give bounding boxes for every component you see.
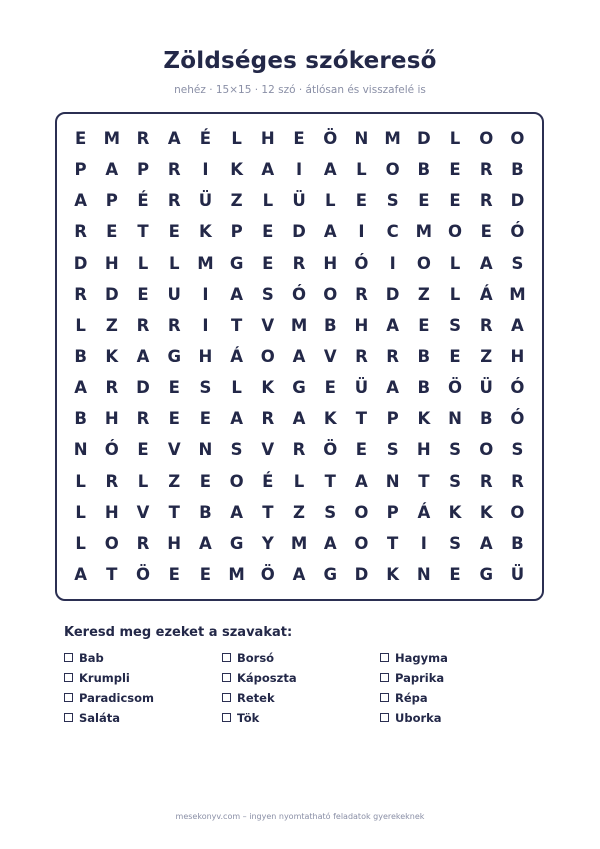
grid-letter[interactable]: K <box>417 409 431 429</box>
grid-letter[interactable]: I <box>389 253 396 273</box>
grid-letter[interactable]: K <box>261 378 275 398</box>
grid-letter[interactable]: I <box>202 284 209 304</box>
page-title: Zöldséges szókereső <box>163 48 437 74</box>
grid-letter[interactable]: L <box>231 378 242 398</box>
grid-letter[interactable]: O <box>479 440 494 460</box>
grid-letter[interactable]: B <box>511 160 524 180</box>
grid-letter[interactable]: O <box>448 222 463 242</box>
grid-letter[interactable]: P <box>136 160 150 180</box>
grid-letter[interactable]: Á <box>479 284 493 304</box>
word-checkbox[interactable] <box>222 713 231 722</box>
word-search-grid <box>55 112 544 601</box>
grid-letter[interactable]: L <box>449 284 461 304</box>
grid-letter[interactable]: H <box>416 440 431 460</box>
grid-letter[interactable]: H <box>354 315 369 335</box>
grid-letter[interactable]: E <box>449 565 461 585</box>
grid-letter[interactable]: R <box>167 160 181 180</box>
grid-letter[interactable]: O <box>385 160 400 180</box>
grid-letter[interactable]: K <box>386 565 400 585</box>
grid-letter[interactable]: R <box>479 191 493 211</box>
grid-letter[interactable]: E <box>199 409 212 429</box>
word-list-item <box>64 710 222 725</box>
grid-letter[interactable]: D <box>385 284 400 304</box>
grid-letter[interactable]: A <box>292 347 306 367</box>
grid-letter[interactable]: L <box>356 160 367 180</box>
grid-letter[interactable]: T <box>230 315 243 335</box>
grid-letter[interactable]: L <box>262 191 274 211</box>
grid-letter[interactable]: T <box>106 565 118 585</box>
grid-letter[interactable]: E <box>480 222 492 242</box>
grid-letter[interactable]: A <box>355 471 368 491</box>
grid-letter[interactable]: E <box>137 284 149 304</box>
word-label: Tök <box>237 710 260 725</box>
word-checkbox[interactable] <box>64 693 73 702</box>
grid-letter[interactable]: H <box>167 533 182 553</box>
grid-letter[interactable]: O <box>510 129 525 149</box>
grid-letter[interactable]: R <box>479 471 493 491</box>
grid-letter[interactable]: L <box>75 315 86 335</box>
grid-letter[interactable]: E <box>449 347 461 367</box>
grid-letter[interactable]: G <box>229 533 244 553</box>
grid-letter[interactable]: O <box>354 502 369 522</box>
grid-row <box>65 528 533 559</box>
grid-letter[interactable]: E <box>168 565 180 585</box>
grid-letter[interactable]: H <box>104 409 119 429</box>
word-checkbox[interactable] <box>222 693 231 702</box>
grid-letter[interactable]: G <box>323 565 337 585</box>
word-checkbox[interactable] <box>222 673 231 682</box>
grid-letter[interactable]: S <box>230 440 243 460</box>
grid-letter[interactable]: R <box>355 347 368 367</box>
grid-letter[interactable]: R <box>355 284 368 304</box>
grid-letter[interactable]: S <box>386 191 399 211</box>
grid-letter[interactable]: S <box>449 315 461 335</box>
grid-letter[interactable]: B <box>199 502 212 522</box>
grid-letter[interactable]: Ó <box>354 253 369 273</box>
grid-letter[interactable]: O <box>479 129 494 149</box>
grid-letter[interactable]: K <box>479 502 493 522</box>
grid-row <box>65 372 533 403</box>
grid-letter[interactable]: D <box>510 191 525 211</box>
grid-letter[interactable]: R <box>167 315 181 335</box>
grid-letter[interactable]: A <box>230 502 243 522</box>
grid-letter[interactable]: R <box>292 440 306 460</box>
grid-letter[interactable]: E <box>168 409 180 429</box>
grid-letter[interactable]: I <box>295 160 303 180</box>
grid-letter[interactable]: Z <box>480 347 493 367</box>
word-list-item <box>380 670 538 685</box>
grid-letter[interactable]: G <box>292 378 306 398</box>
grid-letter[interactable]: L <box>231 129 242 149</box>
grid-letter[interactable]: T <box>418 471 430 491</box>
grid-letter[interactable]: T <box>262 502 274 522</box>
grid-letter[interactable]: R <box>292 253 306 273</box>
grid-letter[interactable]: L <box>75 533 86 553</box>
grid-letter[interactable]: R <box>136 533 150 553</box>
word-label: Uborka <box>395 710 442 725</box>
grid-letter[interactable]: N <box>448 409 462 429</box>
grid-letter[interactable]: A <box>167 129 181 149</box>
grid-letter[interactable]: E <box>449 191 461 211</box>
grid-letter[interactable]: H <box>323 253 338 273</box>
grid-letter[interactable]: H <box>104 502 119 522</box>
grid-letter[interactable]: E <box>199 471 212 491</box>
grid-letter[interactable]: A <box>74 191 87 211</box>
grid-row <box>65 497 533 528</box>
grid-letter[interactable]: P <box>386 502 399 522</box>
grid-letter[interactable]: A <box>261 160 275 180</box>
word-label: Saláta <box>79 710 121 725</box>
word-checkbox[interactable] <box>380 653 389 662</box>
grid-row <box>65 154 533 185</box>
word-checkbox[interactable] <box>64 653 73 662</box>
grid-row <box>65 123 533 154</box>
grid-row <box>65 466 533 497</box>
grid-letter[interactable]: K <box>323 409 337 429</box>
grid-letter[interactable]: Ö <box>260 565 275 585</box>
grid-letter[interactable]: B <box>74 347 87 367</box>
grid-letter[interactable]: S <box>449 440 461 460</box>
grid-letter[interactable]: V <box>167 440 181 460</box>
grid-letter[interactable]: B <box>323 315 337 335</box>
grid-letter[interactable]: K <box>199 222 212 242</box>
grid-row <box>65 341 533 372</box>
grid-letter[interactable]: A <box>292 565 306 585</box>
grid-letter[interactable]: K <box>448 502 462 522</box>
grid-letter[interactable]: S <box>449 533 461 553</box>
grid-letter[interactable]: R <box>136 129 150 149</box>
grid-letter[interactable]: I <box>420 533 427 553</box>
grid-letter[interactable]: E <box>199 565 212 585</box>
word-list <box>64 650 538 725</box>
grid-letter[interactable]: P <box>230 222 243 242</box>
grid-letter[interactable]: R <box>136 315 150 335</box>
grid-letter[interactable]: B <box>74 409 87 429</box>
grid-letter[interactable]: E <box>262 253 274 273</box>
grid-letter[interactable]: R <box>105 471 119 491</box>
grid-letter[interactable]: E <box>262 222 274 242</box>
grid-letter[interactable]: L <box>137 253 149 273</box>
word-checkbox[interactable] <box>64 713 73 722</box>
grid-letter[interactable]: O <box>510 502 525 522</box>
grid-letter[interactable]: S <box>511 440 524 460</box>
grid-letter[interactable]: E <box>106 222 118 242</box>
grid-letter[interactable]: G <box>479 565 494 585</box>
grid-letter[interactable]: M <box>290 533 308 553</box>
grid-letter[interactable]: T <box>324 471 336 491</box>
grid-letter[interactable]: E <box>293 129 305 149</box>
grid-letter[interactable]: É <box>262 471 274 491</box>
grid-letter[interactable]: L <box>168 253 180 273</box>
grid-letter[interactable]: E <box>355 191 368 211</box>
grid-letter[interactable]: E <box>168 378 180 398</box>
grid-letter[interactable]: Ü <box>479 378 493 398</box>
grid-letter[interactable]: L <box>75 502 86 522</box>
grid-letter[interactable]: Ö <box>323 440 338 460</box>
grid-letter[interactable]: S <box>386 440 399 460</box>
grid-letter[interactable]: P <box>105 191 118 211</box>
grid-letter[interactable]: E <box>418 315 430 335</box>
grid-letter[interactable]: H <box>510 347 525 367</box>
word-list-item <box>64 650 222 665</box>
grid-letter[interactable]: R <box>511 471 524 491</box>
grid-letter[interactable]: L <box>449 253 461 273</box>
grid-letter[interactable]: R <box>386 347 399 367</box>
grid-letter[interactable]: T <box>168 502 180 522</box>
grid-letter[interactable]: M <box>197 253 214 273</box>
grid-letter[interactable]: R <box>74 284 87 304</box>
grid-letter[interactable]: Z <box>105 315 118 335</box>
grid-letter[interactable]: S <box>261 284 274 304</box>
grid-letter[interactable]: A <box>323 533 337 553</box>
grid-letter[interactable]: Á <box>230 347 243 367</box>
grid-letter[interactable]: M <box>509 284 526 304</box>
grid-letter[interactable]: K <box>105 347 119 367</box>
word-label: Retek <box>237 690 275 705</box>
grid-letter[interactable]: E <box>418 191 430 211</box>
grid-letter[interactable]: G <box>229 253 244 273</box>
grid-row <box>65 403 533 434</box>
grid-letter[interactable]: M <box>103 129 121 149</box>
word-label: Bab <box>79 650 104 665</box>
grid-letter[interactable]: Ó <box>510 222 525 242</box>
grid-letter[interactable]: I <box>202 315 209 335</box>
word-checkbox[interactable] <box>222 653 231 662</box>
grid-letter[interactable]: A <box>105 160 119 180</box>
word-list-item <box>222 650 380 665</box>
grid-letter[interactable]: N <box>354 129 369 149</box>
word-label: Paradicsom <box>79 690 155 705</box>
word-list-item <box>64 670 222 685</box>
grid-letter[interactable]: E <box>74 129 87 149</box>
grid-letter[interactable]: Ó <box>104 440 119 460</box>
word-list-item <box>380 710 538 725</box>
grid-letter[interactable]: O <box>323 284 338 304</box>
grid-letter[interactable]: Ü <box>510 565 525 585</box>
word-label: Krumpli <box>79 670 130 685</box>
grid-letter[interactable]: H <box>198 347 213 367</box>
grid-letter[interactable]: I <box>202 160 209 180</box>
grid-letter[interactable]: A <box>323 160 337 180</box>
grid-letter[interactable]: A <box>292 409 306 429</box>
grid-letter[interactable]: P <box>386 409 399 429</box>
grid-letter[interactable]: O <box>416 253 431 273</box>
word-list-heading: Keresd meg ezeket a szavakat: <box>64 625 293 640</box>
page-subtitle: nehéz · 15×15 · 12 szó · átlósan és visszafelé is <box>174 84 426 96</box>
grid-letter[interactable]: T <box>355 409 368 429</box>
grid-letter[interactable]: Ö <box>135 565 151 585</box>
grid-letter[interactable]: P <box>74 160 87 180</box>
word-list-item <box>222 710 380 725</box>
word-list-item <box>380 650 538 665</box>
grid-letter[interactable]: G <box>167 347 181 367</box>
grid-letter[interactable]: A <box>74 378 87 398</box>
grid-row <box>65 279 533 310</box>
word-label: Paprika <box>395 670 445 685</box>
grid-letter[interactable]: Ü <box>292 191 306 211</box>
word-list-item <box>380 690 538 705</box>
grid-letter[interactable]: R <box>105 378 119 398</box>
grid-letter[interactable]: A <box>479 533 493 553</box>
word-list-item <box>222 690 380 705</box>
grid-letter[interactable]: N <box>73 440 88 460</box>
word-list-item <box>222 670 380 685</box>
grid-letter[interactable]: L <box>324 191 336 211</box>
grid-row <box>65 185 533 216</box>
grid-letter[interactable]: B <box>479 409 493 429</box>
grid-letter[interactable]: D <box>416 129 431 149</box>
grid-letter[interactable]: S <box>199 378 212 398</box>
word-list-item <box>64 690 222 705</box>
grid-letter[interactable]: S <box>324 502 337 522</box>
grid-letter[interactable]: V <box>323 347 337 367</box>
grid-letter[interactable]: É <box>199 129 212 149</box>
grid-letter[interactable]: Z <box>417 284 430 304</box>
grid-letter[interactable]: E <box>355 440 368 460</box>
grid-letter[interactable]: A <box>230 409 243 429</box>
word-label: Borsó <box>237 650 275 665</box>
word-checkbox[interactable] <box>380 673 389 682</box>
word-label: Répa <box>395 690 428 705</box>
grid-letter[interactable]: Á <box>417 502 431 522</box>
grid-letter[interactable]: O <box>229 471 244 491</box>
word-label: Káposzta <box>237 670 297 685</box>
grid-letter[interactable]: H <box>104 253 119 273</box>
grid-letter[interactable]: Ó <box>510 409 525 429</box>
word-checkbox[interactable] <box>380 693 389 702</box>
grid-letter[interactable]: A <box>386 315 400 335</box>
grid-letter[interactable]: Ü <box>198 191 213 211</box>
grid-letter[interactable]: Z <box>230 191 243 211</box>
grid-letter[interactable]: E <box>168 222 180 242</box>
grid-letter[interactable]: A <box>511 315 524 335</box>
grid-letter[interactable]: L <box>75 471 86 491</box>
grid-letter[interactable]: U <box>167 284 181 304</box>
grid-letter[interactable]: Ó <box>292 284 307 304</box>
grid-row <box>65 559 533 590</box>
grid-letter[interactable]: B <box>417 347 431 367</box>
grid-letter[interactable]: S <box>449 471 461 491</box>
grid-letter[interactable]: D <box>104 284 119 304</box>
grid-letter[interactable]: S <box>511 253 524 273</box>
grid-letter[interactable]: V <box>136 502 150 522</box>
grid-letter[interactable]: Ó <box>510 378 525 398</box>
grid-letter[interactable]: E <box>449 160 461 180</box>
grid-letter[interactable]: D <box>73 253 88 273</box>
grid-letter[interactable]: L <box>293 471 305 491</box>
grid-letter[interactable]: M <box>415 222 433 242</box>
grid-letter[interactable]: M <box>384 129 401 149</box>
grid-letter[interactable]: E <box>324 378 336 398</box>
grid-letter[interactable]: Y <box>261 533 274 553</box>
grid-letter[interactable]: L <box>137 471 149 491</box>
grid-letter[interactable]: O <box>354 533 369 553</box>
grid-letter[interactable]: D <box>136 378 150 398</box>
grid-letter[interactable]: R <box>261 409 275 429</box>
grid-letter[interactable]: O <box>260 347 275 367</box>
word-checkbox[interactable] <box>64 673 73 682</box>
word-label: Hagyma <box>395 650 448 665</box>
grid-letter[interactable]: V <box>261 315 275 335</box>
grid-letter[interactable]: R <box>479 160 493 180</box>
grid-letter[interactable]: A <box>74 565 87 585</box>
grid-letter[interactable]: R <box>167 191 181 211</box>
grid-letter[interactable]: A <box>323 222 337 242</box>
grid-row <box>65 216 533 247</box>
grid-letter[interactable]: N <box>385 471 400 491</box>
grid-rows <box>65 123 533 590</box>
grid-letter[interactable]: B <box>417 160 431 180</box>
grid-letter[interactable]: A <box>230 284 243 304</box>
grid-letter[interactable]: M <box>290 315 308 335</box>
grid-letter[interactable]: T <box>137 222 149 242</box>
grid-letter[interactable]: Ö <box>448 378 463 398</box>
grid-letter[interactable]: T <box>387 533 399 553</box>
grid-letter[interactable]: R <box>136 409 150 429</box>
grid-letter[interactable]: Z <box>293 502 305 522</box>
grid-letter[interactable]: A <box>136 347 150 367</box>
grid-letter[interactable]: D <box>354 565 369 585</box>
grid-letter[interactable]: V <box>261 440 275 460</box>
grid-letter[interactable]: I <box>358 222 365 242</box>
word-checkbox[interactable] <box>380 713 389 722</box>
grid-letter[interactable]: A <box>479 253 493 273</box>
grid-letter[interactable]: Z <box>168 471 181 491</box>
grid-letter[interactable]: B <box>511 533 524 553</box>
grid-letter[interactable]: A <box>386 378 400 398</box>
grid-letter[interactable]: B <box>417 378 431 398</box>
footer-text: mesekonyv.com – ingyen nyomtatható feladatok gyerekeknek <box>175 812 425 821</box>
grid-row <box>65 310 533 341</box>
grid-letter[interactable]: R <box>479 315 493 335</box>
grid-letter[interactable]: E <box>137 440 149 460</box>
grid-row <box>65 248 533 279</box>
grid-letter[interactable]: Ü <box>354 378 369 398</box>
grid-letter[interactable]: O <box>104 533 119 553</box>
grid-letter[interactable]: R <box>74 222 87 242</box>
grid-row <box>65 434 533 465</box>
grid-letter[interactable]: L <box>449 129 461 149</box>
grid-letter[interactable]: K <box>230 160 244 180</box>
grid-letter[interactable]: M <box>228 565 245 585</box>
grid-letter[interactable]: N <box>416 565 431 585</box>
grid-letter[interactable]: A <box>199 533 212 553</box>
grid-letter[interactable]: D <box>292 222 306 242</box>
grid-letter[interactable]: Ö <box>323 129 338 149</box>
grid-letter[interactable]: C <box>386 222 399 242</box>
grid-letter[interactable]: H <box>260 129 275 149</box>
grid-letter[interactable]: É <box>137 191 149 211</box>
grid-letter[interactable]: N <box>198 440 213 460</box>
